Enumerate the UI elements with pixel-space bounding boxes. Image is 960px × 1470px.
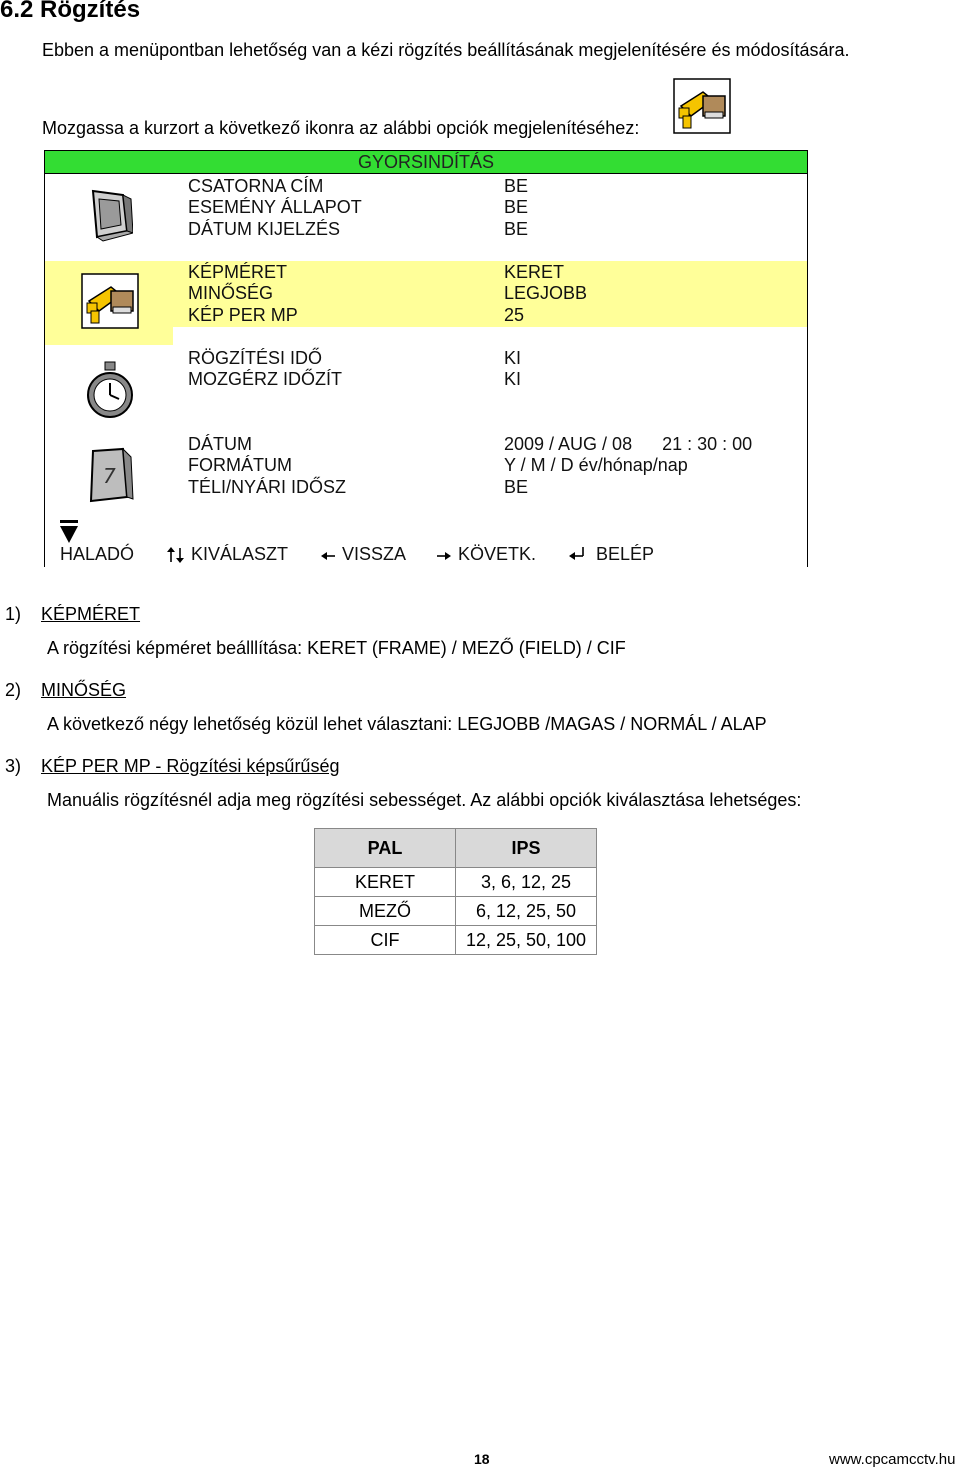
menu-label-event-status: ESEMÉNY ÁLLAPOT	[188, 197, 362, 217]
menu-value-image-size[interactable]: KERET	[504, 262, 565, 282]
cursor-instruction: Mozgassa a kurzort a következő ikonra az alábbi opciók megjelenítéséhez:	[42, 118, 640, 138]
menu-value-dst[interactable]: BE	[504, 477, 529, 497]
menu-label-record-timer: RÖGZÍTÉSI IDŐ	[188, 348, 323, 368]
nav-advanced[interactable]: HALADÓ	[60, 544, 135, 564]
menu-value-ips[interactable]: 25	[504, 305, 525, 325]
section-1-title: KÉPMÉRET	[41, 604, 141, 624]
nav-select[interactable]: KIVÁLASZT	[191, 544, 289, 564]
stopwatch-icon	[85, 361, 135, 419]
svg-text:7: 7	[103, 464, 116, 488]
section-3-number: 3)	[5, 756, 22, 776]
left-arrow-icon	[321, 551, 335, 561]
table-row	[315, 868, 597, 897]
menu-label-date-display: DÁTUM KIJELZÉS	[188, 219, 341, 239]
menu-label-motion-timer: MOZGÉRZ IDŐZÍT	[188, 369, 342, 389]
menu-label-image-size: KÉPMÉRET	[188, 262, 288, 282]
table-cell: 3, 6, 12, 25	[456, 868, 597, 897]
menu-value-event-status[interactable]: BE	[504, 197, 529, 217]
menu-label-ips: KÉP PER MP	[188, 305, 298, 325]
menu-label-dst: TÉLI/NYÁRI IDŐSZ	[188, 477, 347, 497]
table-cell: KERET	[315, 868, 456, 897]
menu-label-channel-title: CSATORNA CÍM	[188, 176, 324, 196]
monitor-icon	[89, 187, 133, 243]
menu-value-channel-title[interactable]: BE	[504, 176, 529, 196]
table-header-row	[315, 829, 597, 868]
table-row	[315, 926, 597, 955]
ips-table	[314, 828, 597, 955]
table-header-ips: IPS	[456, 829, 597, 868]
table-row	[315, 897, 597, 926]
camera-menu-icon[interactable]	[81, 273, 139, 329]
page-title: 6.2 Rögzítés	[0, 0, 141, 23]
menu-value-date[interactable]: 2009 / AUG / 08 21 : 30 : 00	[504, 434, 753, 454]
section-2-number: 2)	[5, 680, 22, 700]
table-cell: MEZŐ	[315, 897, 456, 926]
menu-label-date: DÁTUM	[188, 434, 252, 454]
table-cell: CIF	[315, 926, 456, 955]
enter-icon	[569, 547, 585, 561]
menu-title: GYORSINDÍTÁS	[45, 151, 807, 174]
section-2-text: A következő négy lehetőség közül lehet választani: LEGJOBB /MAGAS / NORMÁL / ALAP	[47, 714, 767, 734]
section-1-number: 1)	[5, 604, 22, 624]
section-3-text: Manuális rögzítésnél adja meg rögzítési sebességet. Az alábbi opciók kiválasztása lehetséges:	[47, 790, 802, 810]
menu-label-format: FORMÁTUM	[188, 455, 292, 475]
nav-next[interactable]: KÖVETK.	[458, 544, 537, 564]
camera-icon	[673, 78, 731, 134]
nav-enter[interactable]: BELÉP	[596, 544, 655, 564]
table-cell: 6, 12, 25, 50	[456, 897, 597, 926]
down-arrow-icon	[59, 519, 79, 545]
footer-website: www.cpcamcctv.hu	[829, 1451, 956, 1468]
right-arrow-icon	[437, 551, 451, 561]
menu-value-quality[interactable]: LEGJOBB	[504, 283, 588, 303]
table-header-pal: PAL	[315, 829, 456, 868]
record-menu	[44, 150, 808, 567]
menu-value-motion-timer[interactable]: KI	[504, 369, 522, 389]
section-1-text: A rögzítési képméret beálllítása: KERET (FRAME) / MEZŐ (FIELD) / CIF	[47, 638, 626, 658]
intro-paragraph: Ebben a menüpontban lehetőség van a kézi rögzítés beállításának megjelenítésére és módosítására.	[42, 40, 850, 60]
menu-value-record-timer[interactable]: KI	[504, 348, 522, 368]
table-cell: 12, 25, 50, 100	[456, 926, 597, 955]
page-number: 18	[474, 1451, 490, 1467]
menu-label-quality: MINŐSÉG	[188, 283, 274, 303]
up-down-arrows-icon	[166, 547, 186, 563]
menu-value-format[interactable]: Y / M / D év/hónap/nap	[504, 455, 688, 475]
section-2-title: MINŐSÉG	[41, 680, 127, 700]
nav-back[interactable]: VISSZA	[342, 544, 407, 564]
section-3-title: KÉP PER MP - Rögzítési képsűrűség	[41, 756, 340, 776]
calendar-icon	[85, 447, 135, 505]
menu-value-date-display[interactable]: BE	[504, 219, 529, 239]
